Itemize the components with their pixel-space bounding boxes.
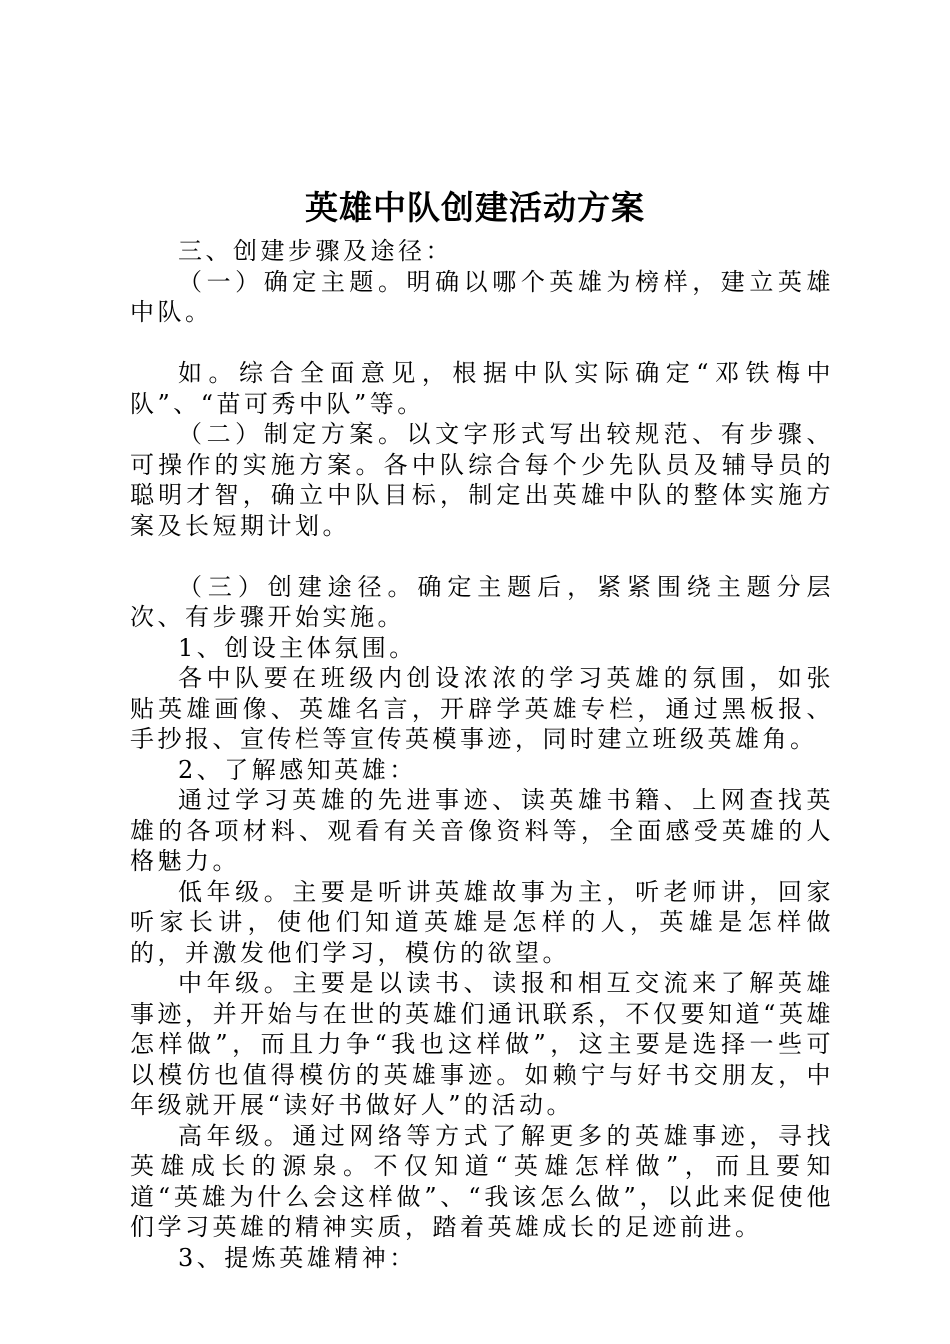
section-heading-steps: 三、创建步骤及途径： — [178, 237, 453, 265]
paragraph-atmosphere: 各中队要在班级内创设浓浓的学习英雄的氛围，如张贴英雄画像、英雄名言，开辟学英雄专栏，通过黑板报、手抄报、宣传栏等宣传英模事迹，同时建立班级英雄角。 — [130, 664, 834, 753]
paragraph-step-1: （一）确定主题。明确以哪个英雄为榜样，建立英雄中队。 — [130, 267, 834, 326]
paragraph-upper-grade: 高年级。通过网络等方式了解更多的英雄事迹，寻找英雄成长的源泉。不仅知道“英雄怎样做”，而且要知道“英雄为什么会这样做”、“我该怎么做”，以此来促使他们学习英雄的精神实质，踏着英雄成长的足迹前进。 — [130, 1121, 834, 1241]
subheading-3: 3、提炼英雄精神： — [178, 1243, 417, 1272]
paragraph-middle-grade: 中年级。主要是以读书、读报和相互交流来了解英雄事迹，并开始与在世的英雄们通讯联系，不仅要知道“英雄怎样做”，而且力争“我也这样做”，这主要是选择一些可以模仿也值得模仿的英雄事迹。如赖宁与好书交朋友，中年级就开展“读好书做好人”的活动。 — [130, 969, 834, 1119]
document-title: 英雄中队创建活动方案 — [305, 188, 645, 227]
paragraph-learn-heroes: 通过学习英雄的先进事迹、读英雄书籍、上网查找英雄的各项材料、观看有关音像资料等，全面感受英雄的人格魅力。 — [130, 786, 834, 875]
subheading-2: 2、了解感知英雄： — [178, 755, 417, 784]
subheading-1: 1、创设主体氛围。 — [178, 633, 417, 662]
paragraph-step-2: （二）制定方案。以文字形式写出较规范、有步骤、可操作的实施方案。各中队综合每个少先队员及辅导员的聪明才智，确立中队目标，制定出英雄中队的整体实施方案及长短期计划。 — [130, 420, 834, 540]
document-body — [130, 236, 834, 1273]
paragraph-lower-grade: 低年级。主要是听讲英雄故事为主，听老师讲，回家听家长讲，使他们知道英雄是怎样的人，英雄是怎样做的，并激发他们学习，模仿的欲望。 — [130, 877, 834, 967]
paragraph-example: 如。综合全面意见，根据中队实际确定“邓铁梅中队”、“苗可秀中队”等。 — [130, 359, 834, 418]
paragraph-step-3: （三）创建途径。确定主题后，紧紧围绕主题分层次、有步骤开始实施。 — [130, 572, 834, 631]
